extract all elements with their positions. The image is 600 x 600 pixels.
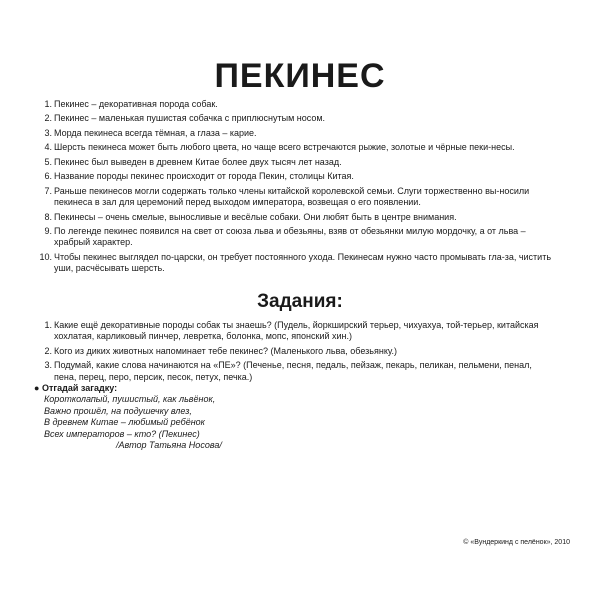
item-text: Пекинес был выведен в древнем Китае более двух тысяч лет назад. [54, 156, 342, 167]
list-item [34, 226, 554, 249]
riddle-lines [34, 394, 334, 440]
item-number: 7 . [34, 186, 52, 197]
riddle-line: Коротколапый, пушистый, как львёнок, [44, 394, 216, 405]
riddle-heading-text: Отгадай загадку: [42, 383, 118, 393]
riddle-block [34, 383, 334, 451]
list-item [34, 212, 554, 223]
item-number: 8 . [34, 212, 52, 223]
list-item [34, 186, 554, 209]
item-text: Подумай, какие слова начинаются на «ПЕ»? (Печенье, песня, педаль, пейзаж, пекарь, пеликан, пельмени, пенал, пена, перец, перо, персик, песок, петух, печка.) [54, 360, 532, 382]
riddle-author: /Автор Татьяна Носова/ [116, 440, 222, 451]
item-text: Название породы пекинес происходит от города Пекин, столицы Китая. [54, 171, 354, 182]
facts-list [34, 99, 554, 278]
item-text: Кого из диких животных напоминает тебе пекинес? (Маленького льва, обезьянку.) [54, 345, 397, 356]
list-item [34, 113, 554, 124]
riddle-line: Важно прошёл, на подушечку влез, [44, 405, 192, 416]
list-item [34, 99, 554, 110]
item-text: Какие ещё декоративные породы собак ты знаешь? (Пудель, йоркширский терьер, чихуахуа, той-терьер, китайская хохлатая, карликовый пинчер, левретка, болонка, мопс, японский хин.) [54, 320, 539, 342]
item-text: Шерсть пекинеса может быть любого цвета, но чаще всего встречаются рыжие, золотые и чёрные пеки-несы. [54, 142, 515, 153]
item-number: 2 . [34, 113, 52, 124]
list-item [34, 360, 554, 383]
bullet-icon: ● [34, 383, 40, 393]
item-number: 6 . [34, 171, 52, 182]
copyright-notice: © «Вундеркинд с пелёнок», 2010 [463, 539, 570, 546]
item-number: 2 . [34, 346, 52, 357]
item-text: По легенде пекинес появился на свет от союза льва и обезьяны, взяв от обезьянки милую мордочку, а от льва – храбрый характер. [54, 226, 526, 248]
item-text: Пекинес – маленькая пушистая собачка с приплюснутым носом. [54, 113, 326, 124]
tasks-list [34, 320, 554, 386]
item-number: 3 . [34, 360, 52, 371]
item-text: Пекинес – декоративная порода собак. [54, 99, 218, 109]
item-text: Пекинесы – очень смелые, выносливые и весёлые собаки. Они любят быть в центре внимания. [54, 211, 457, 222]
item-number: 4 . [34, 142, 52, 153]
page-title: ПЕКИНЕС [214, 57, 386, 95]
item-text: Морда пекинеса всегда тёмная, а глаза – карие. [54, 127, 257, 138]
list-item [34, 128, 554, 139]
list-item [34, 346, 554, 357]
list-item [34, 320, 554, 343]
tasks-heading: Задания: [257, 291, 343, 312]
list-item [34, 171, 554, 182]
item-number: 3 . [34, 128, 52, 139]
item-number: 10 . [31, 252, 52, 263]
item-number: 1 . [34, 99, 52, 110]
riddle-heading [34, 383, 334, 394]
item-text: Раньше пекинесов могли содержать только члены китайской королевской семьи. Слуги торжественно вы-носили пекинеса в зал для церемоний перед выходом императора, возвещая о его появлении. [54, 185, 530, 208]
item-number: 5 . [34, 157, 52, 168]
item-number: 1 . [34, 320, 52, 331]
list-item [34, 157, 554, 168]
riddle-line: Всех императоров – кто? (Пекинес) [44, 428, 200, 439]
list-item [34, 142, 554, 153]
item-text: Чтобы пекинес выглядел по-царски, он требует постоянного ухода. Пекинесам нужно часто промывать гла-за, чистить уши, расчёсывать шерсть. [54, 251, 552, 274]
item-number: 9 . [34, 226, 52, 237]
list-item [34, 252, 554, 275]
riddle-line: В древнем Китае – любимый ребёнок [44, 417, 205, 428]
